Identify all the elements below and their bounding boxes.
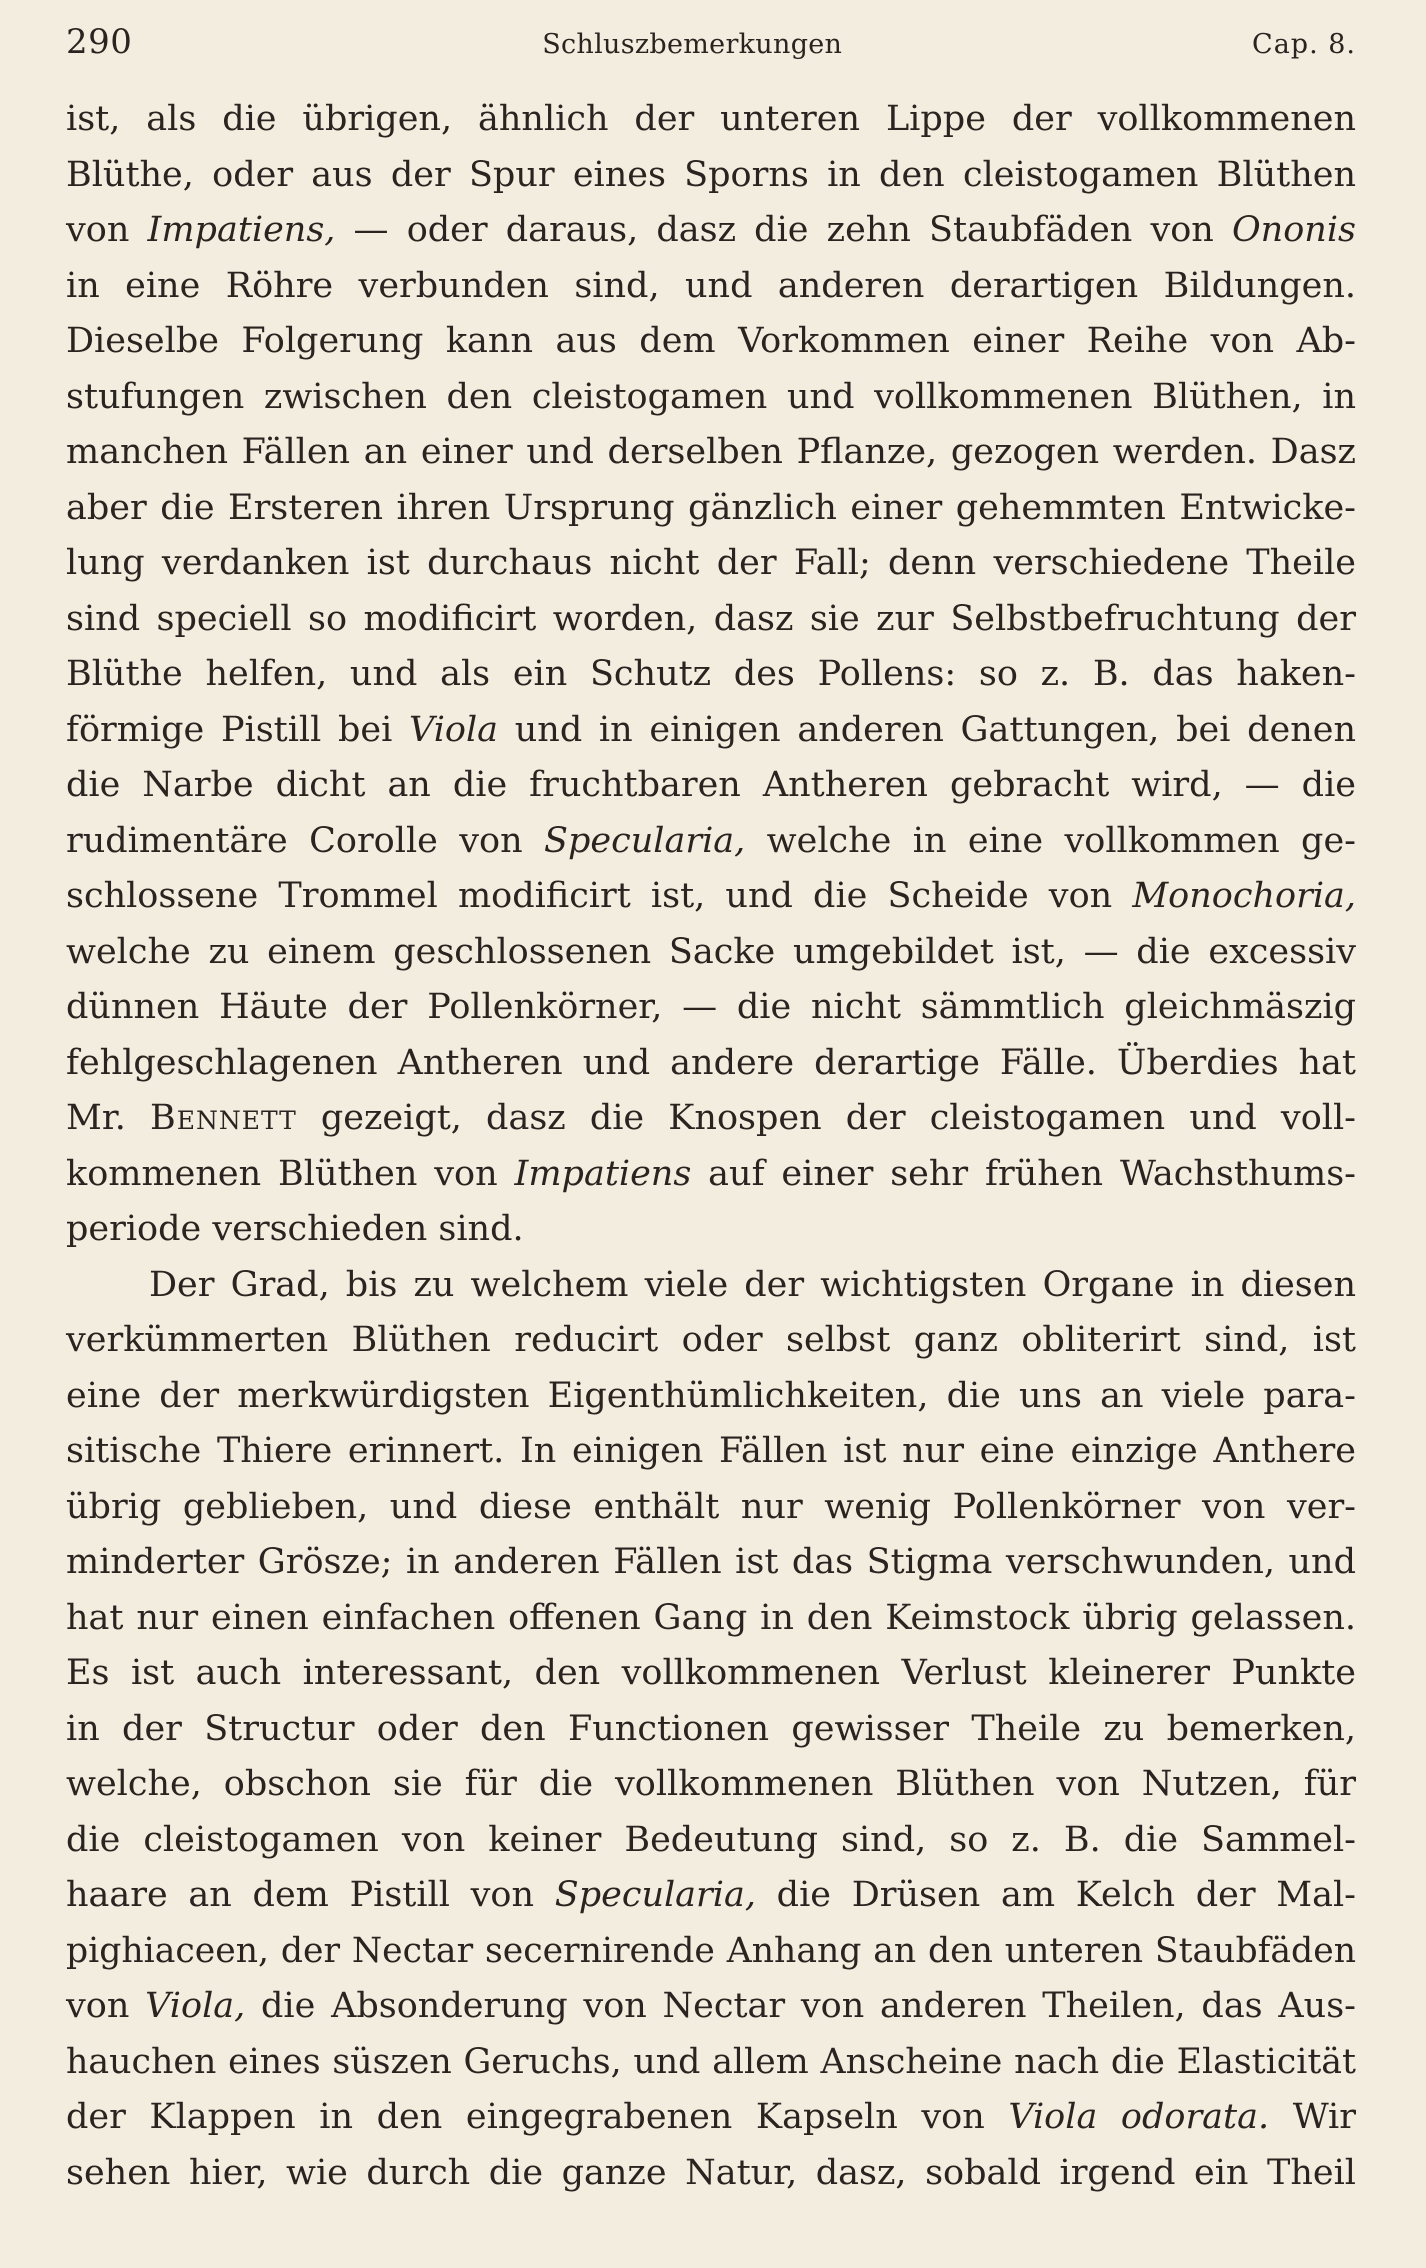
text-run: in der Structur oder den Functionen gewisser Theile zu bemerken, [66,1708,1356,1749]
text-line [66,1591,1356,1647]
text-line [66,1979,1356,2035]
text-run: minderter Grösze; in anderen Fällen ist das Stigma verschwunden, und [66,1542,1356,1582]
text-line [66,1202,1356,1258]
italic-term: Specularia, [554,1875,756,1915]
text-line [66,259,1356,315]
text-line [66,203,1356,259]
text-line [66,1036,1356,1092]
text-line [66,1868,1356,1924]
text-line [66,314,1356,370]
italic-term: Viola, [145,1986,246,2026]
text-run: ist, als die übrigen, ähnlich der unteren Lippe der vollkommenen [66,99,1356,139]
text-run: kommenen Blüthen von [66,1153,515,1194]
body-text [66,92,1356,2201]
running-title: Schluszbemerkungen [542,29,843,60]
text-run: Wir [1269,2097,1356,2137]
italic-term: Impatiens, [147,210,336,250]
italic-term: Viola [409,709,499,750]
italic-term: Specularia, [544,820,746,861]
text-run: sitische Thiere erinnert. In einigen Fällen ist nur eine einzige Anthere [66,1431,1356,1471]
page-number: 290 [66,22,133,62]
text-line [66,592,1356,648]
text-run: in eine Röhre verbunden sind, und anderen derartigen Bildungen. [66,265,1356,306]
text-run: manchen Fällen an einer und derselben Pflanze, gezogen werden. Dasz [66,432,1356,472]
text-run: Der Grad, bis zu welchem viele der wichtigsten Organe in diesen [149,1264,1356,1305]
text-run: gezeigt, dasz die Knospen der cleistogamen und voll- [296,1098,1356,1138]
text-line [66,1702,1356,1758]
text-line [66,536,1356,592]
text-line [66,1091,1356,1147]
text-run: schlossene Trommel modificirt ist, und die Scheide von [66,876,1133,916]
italic-term: Impatiens [514,1153,692,1194]
page-header [66,22,1356,72]
text-line [66,1757,1356,1813]
text-line [66,758,1356,814]
text-run: rudimentäre Corolle von [66,820,545,861]
text-line [66,1313,1356,1369]
text-run: die Absonderung von Nectar von anderen Theilen, das Aus- [245,1986,1357,2026]
text-line [66,703,1356,759]
text-run: die cleistogamen von keiner Bedeutung sind, so z. B. die Sammel- [66,1819,1356,1860]
text-line [66,1424,1356,1480]
text-run: hauchen eines süszen Geruchs, und allem Anscheine nach die Elasticität [66,2041,1356,2082]
text-line [66,1646,1356,1702]
text-run: fehlgeschlagenen Antheren und andere derartige Fälle. Überdies hat [66,1042,1356,1083]
text-line [66,1813,1356,1869]
text-run: Es ist auch interessant, den vollkommenen Verlust kleinerer Punkte [66,1653,1356,1693]
text-line [66,1535,1356,1591]
text-line [66,2146,1356,2202]
text-line [66,1258,1356,1314]
text-run: die Drüsen am Kelch der Mal- [755,1875,1356,1915]
text-run: welche, obschon sie für die vollkommenen Blüthen von Nutzen, für [66,1764,1356,1804]
text-run: stufungen zwischen den cleistogamen und vollkommenen Blüthen, in [66,376,1356,417]
text-run: lung verdanken ist durchaus nicht der Fall; denn verschiedene Theile [66,543,1356,583]
text-run: verkümmerten Blüthen reducirt oder selbst ganz obliterirt sind, ist [66,1320,1356,1360]
text-line [66,1369,1356,1425]
text-line [66,1480,1356,1536]
text-run: — oder daraus, dasz die zehn Staubfäden von [335,210,1232,250]
text-run: von [66,1986,146,2026]
text-line [66,2090,1356,2146]
text-line [66,148,1356,204]
text-run: sehen hier, wie durch die ganze Natur, dasz, sobald irgend ein Theil [66,2152,1356,2193]
text-run: hat nur einen einfachen offenen Gang in den Keimstock übrig gelassen. [66,1597,1356,1638]
text-line [66,2035,1356,2091]
text-line [66,647,1356,703]
text-run: die Narbe dicht an die fruchtbaren Antheren gebracht wird, — die [66,765,1356,805]
text-run: Mr. [66,1098,150,1138]
text-run: pighiaceen, der Nectar secernirende Anhang an den unteren Staubfäden [66,1930,1356,1971]
text-run: sind speciell so modificirt worden, dasz sie zur Selbstbefruchtung der [66,598,1356,639]
text-run: förmige Pistill bei [66,709,410,750]
chapter-label: Cap. 8. [1252,29,1356,60]
text-run: Blüthe, oder aus der Spur eines Sporns in den cleistogamen Blüthen [66,154,1356,195]
text-run: welche in eine vollkommen ge- [745,820,1356,861]
text-run: der Klappen in den eingegrabenen Kapseln von [66,2097,1009,2137]
text-line [66,481,1356,537]
text-run: Dieselbe Folgerung kann aus dem Vorkommen einer Reihe von Ab- [66,321,1356,361]
text-line [66,370,1356,426]
text-line [66,1924,1356,1980]
text-run: aber die Ersteren ihren Ursprung gänzlich einer gehemmten Entwicke- [66,487,1356,528]
italic-term: Viola odorata. [1008,2097,1270,2137]
text-run: und in einigen anderen Gattungen, bei denen [498,709,1357,750]
text-line [66,92,1356,148]
text-run: dünnen Häute der Pollenkörner, — die nicht sämmtlich gleichmäszig [66,987,1356,1027]
italic-term: Monochoria, [1132,876,1356,916]
text-run: eine der merkwürdigsten Eigenthümlichkeiten, die uns an viele para- [66,1375,1356,1416]
text-run: Blüthe helfen, und als ein Schutz des Pollens: so z. B. das haken- [66,654,1356,694]
text-line [66,814,1356,870]
text-run: welche zu einem geschlossenen Sacke umgebildet ist, — die excessiv [66,931,1356,972]
text-run: haare an dem Pistill von [66,1875,555,1915]
italic-term: Ononis [1231,210,1356,250]
small-caps-name: Bennett [149,1098,297,1138]
text-line [66,980,1356,1036]
text-run: auf einer sehr frühen Wachsthums- [691,1153,1356,1194]
text-run: von [66,210,148,250]
text-run: übrig geblieben, und diese enthält nur wenig Pollenkörner von ver- [66,1486,1356,1527]
text-run: periode verschieden sind. [66,1209,524,1249]
text-line [66,925,1356,981]
text-line [66,869,1356,925]
text-line [66,425,1356,481]
text-line [66,1147,1356,1203]
